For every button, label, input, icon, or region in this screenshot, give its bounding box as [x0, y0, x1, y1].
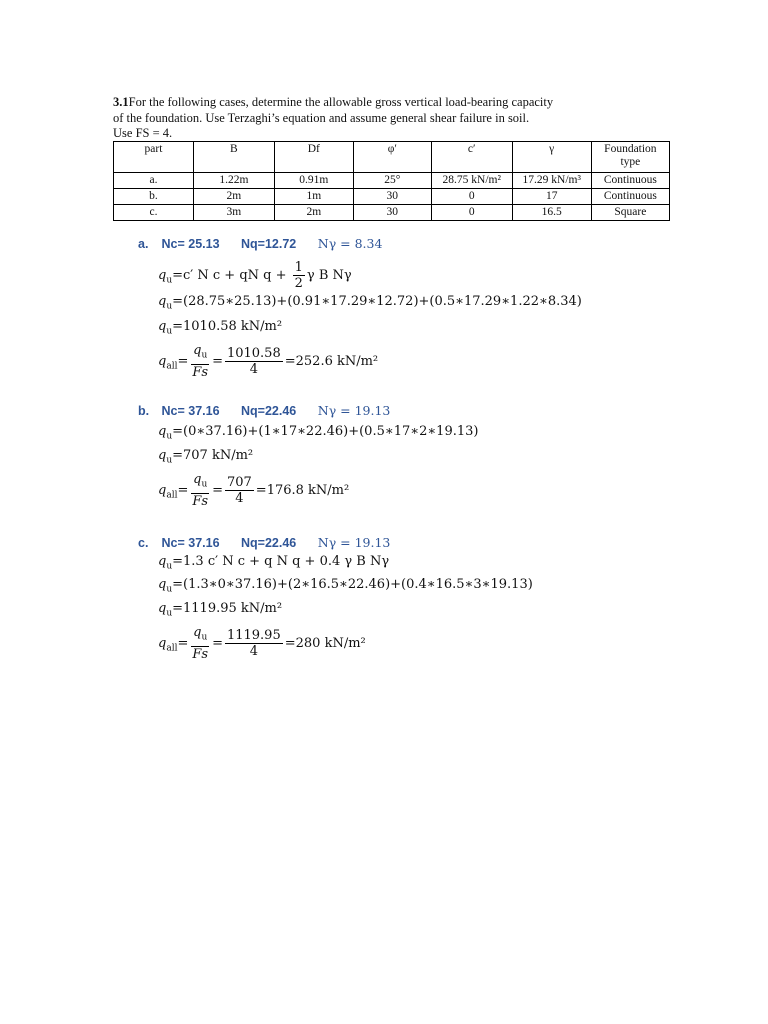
table-cell: 1m [274, 189, 353, 205]
solution-a-equation-2: $q_u=(28.75∗25.13)+(0.91∗17.29∗12.72)+(0.5∗17.29∗1.22∗8.34)$ [158, 294, 582, 312]
header-gamma: γ [512, 142, 591, 173]
solution-b-ngamma: Nγ = 19.13 [317, 403, 391, 418]
problem-line-3: Use FS = 4. [113, 126, 173, 140]
header-foundation-type: Foundation type [591, 142, 669, 173]
table-cell: c. [114, 205, 194, 221]
table-cell: 0 [431, 189, 512, 205]
solution-b-nc: Nc= 37.16 [161, 404, 220, 418]
solution-a-ngamma: Nγ = 8.34 [317, 236, 383, 251]
solution-c-nc: Nc= 37.16 [161, 536, 220, 550]
table-row [114, 189, 670, 205]
table-cell: b. [114, 189, 194, 205]
table-cell: 2m [274, 205, 353, 221]
solution-a-allowable: $q_{all}=$ $\frac{q_u}{Fs}$ = $\frac{1010.58}{4}$ =252.6 kN/m² [158, 343, 379, 380]
table-cell: 17.29 kN/m³ [512, 173, 591, 189]
solution-b-allowable: $q_{all}=$ $\frac{q_u}{Fs}$ = $\frac{707}{4}$ =176.8 kN/m² [158, 472, 350, 509]
table-cell: Square [591, 205, 669, 221]
table-cell: a. [114, 173, 194, 189]
solution-b-letter: b. [138, 404, 150, 418]
solution-a-nq: Nq=12.72 [241, 237, 297, 251]
table-cell: 30 [353, 189, 431, 205]
solution-b-factors [138, 403, 408, 418]
header-phi: φ′ [353, 142, 431, 173]
table-cell: 0.91m [274, 173, 353, 189]
table-cell: 28.75 kN/m² [431, 173, 512, 189]
table-row [114, 173, 670, 189]
problem-line-2: of the foundation. Use Terzaghi’s equation and assume general shear failure in soil. [113, 110, 530, 125]
solution-c-allowable: $q_{all}=$ $\frac{q_u}{Fs}$ = $\frac{1119.95}{4}$ =280 kN/m² [158, 625, 366, 662]
soil-data-table [113, 141, 670, 221]
header-part: part [114, 142, 194, 173]
solution-c-factors [138, 535, 408, 550]
table-cell: 17 [512, 189, 591, 205]
header-c: c′ [431, 142, 512, 173]
table-cell: 30 [353, 205, 431, 221]
solution-b-equation-2: $q_u=(0∗37.16)+(1∗17∗22.46)+(0.5∗17∗2∗19.13)$ [158, 424, 479, 442]
table-cell: 25° [353, 173, 431, 189]
solution-b-equation-3: $q_u=707$ kN/m² [158, 448, 254, 466]
table-cell: Continuous [591, 173, 669, 189]
solution-c-equation-3: $q_u=1119.95$ kN/m² [158, 601, 283, 619]
table-cell: 16.5 [512, 205, 591, 221]
solution-c-equation-1: $q_u=1.3$ c′ N c + q N q + 0.4 γ B Nγ [158, 554, 390, 572]
solution-a-equation-1: $q_u=c'$ N c + qN q + $\frac{1}{2}$ γ B Nγ [158, 260, 352, 291]
solution-c-nq: Nq=22.46 [241, 536, 297, 550]
problem-number: 3.1 [113, 95, 129, 109]
solution-b-nq: Nq=22.46 [241, 404, 297, 418]
solution-a-factors [138, 236, 400, 251]
problem-statement [113, 95, 673, 142]
table-cell: 2m [193, 189, 274, 205]
header-df: Df [274, 142, 353, 173]
table-cell: 3m [193, 205, 274, 221]
solution-a-nc: Nc= 25.13 [161, 237, 220, 251]
solution-a-equation-3: $q_u=1010.58$ kN/m² [158, 319, 283, 337]
problem-line-1: For the following cases, determine the allowable gross vertical load-bearing capacity [128, 95, 554, 109]
solution-c-letter: c. [138, 536, 149, 550]
solution-c-ngamma: Nγ = 19.13 [317, 535, 391, 550]
solution-c-equation-2: $q_u=(1.3∗0∗37.16)+(2∗16.5∗22.46)+(0.4∗16.5∗3∗19.13)$ [158, 577, 533, 595]
table-cell: 0 [431, 205, 512, 221]
table-header-row [114, 142, 670, 173]
table-row [114, 205, 670, 221]
table-cell: Continuous [591, 189, 669, 205]
header-b: B [193, 142, 274, 173]
table-cell: 1.22m [193, 173, 274, 189]
solution-a-letter: a. [138, 237, 149, 251]
